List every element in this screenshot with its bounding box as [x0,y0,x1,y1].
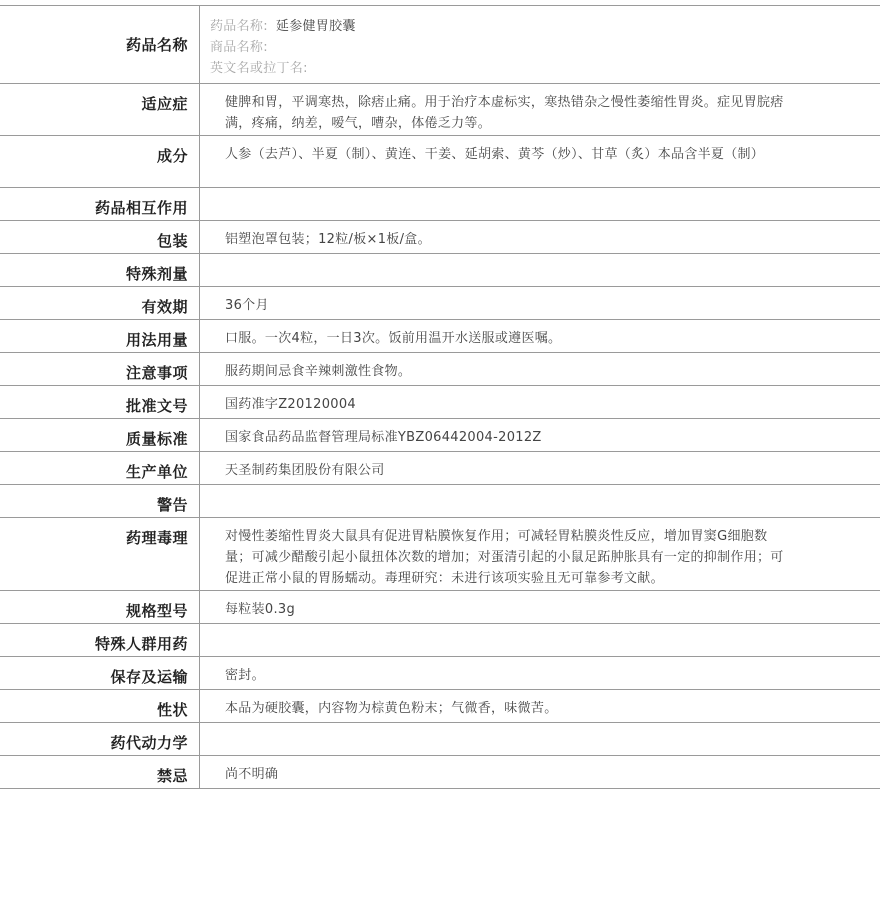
row-label: 保存及运输 [0,657,200,689]
row-label: 药品名称 [0,6,200,83]
row-label: 性状 [0,690,200,722]
row-precautions [0,353,880,386]
row-label: 特殊人群用药 [0,624,200,656]
row-pharmacology-toxicology [0,518,880,591]
row-value: 尚不明确 [225,767,279,782]
row-drug-name [0,6,880,84]
row-label: 成分 [0,136,200,187]
row-label: 适应症 [0,84,200,135]
row-usage-dosage [0,320,880,353]
row-value: 铝塑泡罩包装；12粒/板×1板/盒。 [225,232,431,247]
generic-name-key: 药品名称: [210,19,268,34]
row-value: 密封。 [225,668,265,683]
row-label: 质量标准 [0,419,200,451]
row-label: 用法用量 [0,320,200,352]
row-indications [0,84,880,136]
row-label: 规格型号 [0,591,200,623]
row-label: 特殊剂量 [0,254,200,286]
row-storage-transport [0,657,880,690]
row-value: 天圣制药集团股份有限公司 [225,463,385,478]
row-manufacturer [0,452,880,485]
english-name-key: 英文名或拉丁名: [210,61,308,76]
row-label: 包装 [0,221,200,253]
drug-name-values [200,6,880,83]
row-label: 药理毒理 [0,518,200,590]
row-value: 服药期间忌食辛辣刺激性食物。 [225,364,412,379]
generic-name-line [210,16,870,37]
row-packaging [0,221,880,254]
row-value [200,624,880,656]
row-label: 药品相互作用 [0,188,200,220]
row-value: 国家食品药品监督管理局标准YBZ06442004-2012Z [225,430,542,445]
row-special-dosage [0,254,880,287]
row-label: 药代动力学 [0,723,200,755]
english-name-line [210,58,870,79]
row-value: 健脾和胃，平调寒热，除痞止痛。用于治疗本虚标实，寒热错杂之慢性萎缩性胃炎。症见胃脘痞满，疼痛，纳差，嗳气，嘈杂，体倦乏力等。 [225,95,784,131]
row-label: 禁忌 [0,756,200,788]
row-label: 批准文号 [0,386,200,418]
generic-name-value: 延参健胃胶囊 [275,19,356,34]
drug-info-table [0,5,880,789]
row-value: 本品为硬胶囊，内容物为棕黄色粉末；气微香，味微苦。 [225,701,558,716]
trade-name-line [210,37,870,58]
row-quality-standard [0,419,880,452]
row-value [200,188,880,220]
row-contraindications [0,756,880,789]
row-label: 生产单位 [0,452,200,484]
row-special-populations [0,624,880,657]
row-label: 有效期 [0,287,200,319]
row-value: 人参（去芦）、半夏（制）、黄连、干姜、延胡索、黄芩（炒）、甘草（炙）本品含半夏（制） [225,147,765,162]
row-appearance [0,690,880,723]
row-approval-number [0,386,880,419]
row-value: 每粒装0.3g [225,602,296,617]
row-value [200,254,880,286]
row-shelf-life [0,287,880,320]
row-value: 国药准字Z20120004 [225,397,356,412]
row-warning [0,485,880,518]
row-value: 口服。一次4粒，一日3次。饭前用温开水送服或遵医嘱。 [225,331,562,346]
row-ingredients [0,136,880,188]
trade-name-key: 商品名称: [210,40,268,55]
row-value [200,485,880,517]
row-value [200,723,880,755]
row-value: 36个月 [225,298,269,313]
row-pharmacokinetics [0,723,880,756]
row-label: 注意事项 [0,353,200,385]
row-label: 警告 [0,485,200,517]
row-specification [0,591,880,624]
row-value: 对慢性萎缩性胃炎大鼠具有促进胃粘膜恢复作用；可减轻胃粘膜炎性反应，增加胃窦G细胞数量；可减少醋酸引起小鼠扭体次数的增加；对蛋清引起的小鼠足跖肿胀具有一定的抑制作用；可促进正常小鼠的胃肠蠕动。毒理研究：未进行该项实验且无可靠参考文献。 [225,529,784,586]
row-interactions [0,188,880,221]
